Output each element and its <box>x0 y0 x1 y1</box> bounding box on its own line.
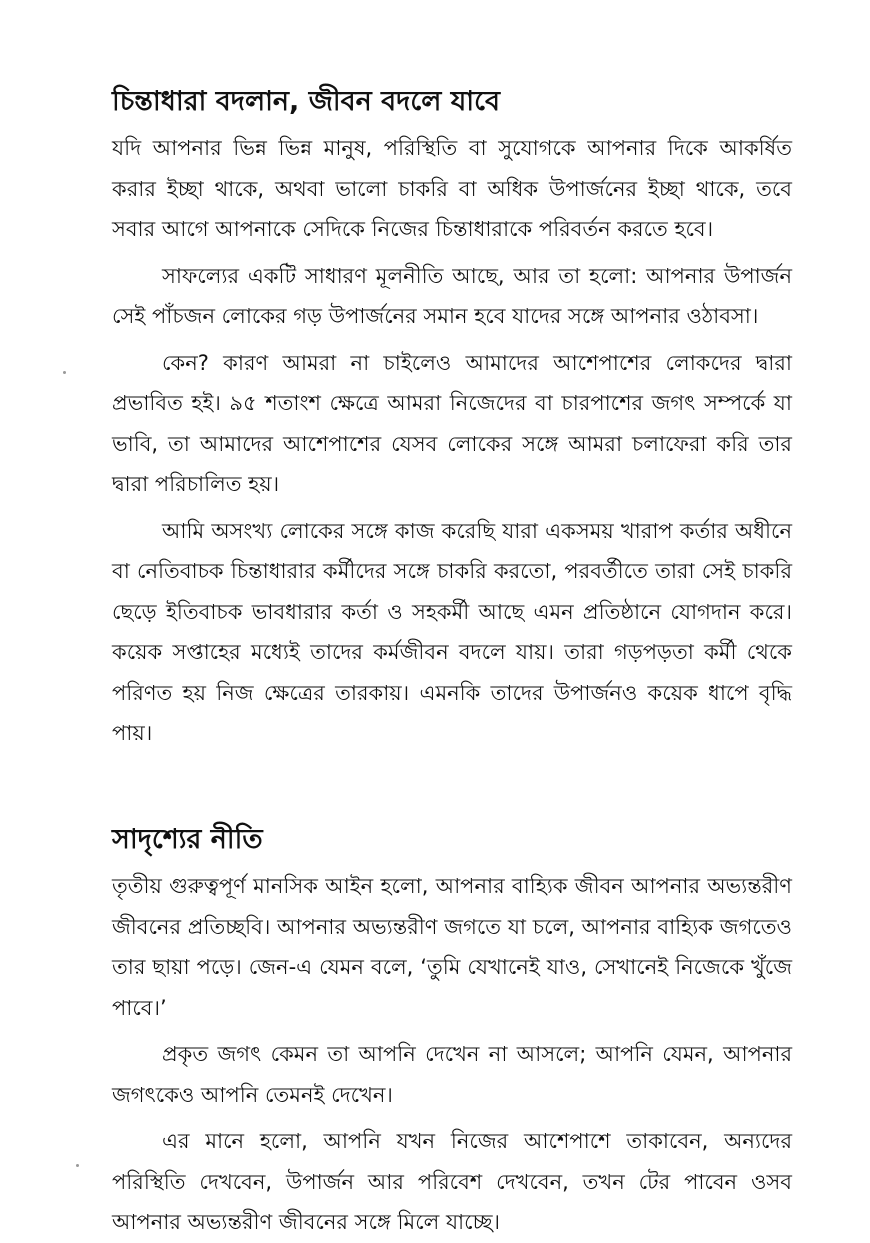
paragraph: প্রকৃত জগৎ কেমন তা আপনি দেখেন না আসলে; আপনি যেমন, আপনার জগৎকেও আপনি তেমনই দেখেন। <box>112 1042 792 1107</box>
section-change-thinking <box>112 80 792 754</box>
section-heading: সাদৃশ্যের নীতি <box>112 824 263 855</box>
paragraph: আমি অসংখ্য লোকের সঙ্গে কাজ করেছি যারা একসময় খারাপ কর্তার অধীনে বা নেতিবাচক চিন্তাধারার কর্মীদের সঙ্গে চাকরি করতো, পরবর্তীতে তারা সেই চাকরি ছেড়ে ইতিবাচক ভাবধারার কর্তা ও সহকর্মী আছে এমন প্রতিষ্ঠানে যোগদান করে। কয়েক সপ্তাহের মধ্যেই তাদের কর্মজীবন বদলে যায়। তারা গড়পড়তা কর্মী থেকে পরিণত হয় নিজ ক্ষেত্রের তারকায়। এমনকি তাদের উপার্জনও কয়েক ধাপে বৃদ্ধি পায়। <box>112 518 792 745</box>
paragraph: এর মানে হলো, আপনি যখন নিজের আশেপাশে তাকাবেন, অন্যদের পরিস্থিতি দেখবেন, উপার্জন আর পরিবেশ দেখবেন, তখন টের পাবেন ওসব আপনার অভ্যন্তরীণ জীবনের সঙ্গে মিলে যাচ্ছে। <box>112 1129 792 1234</box>
paragraph: যদি আপনার ভিন্ন ভিন্ন মানুষ, পরিস্থিতি বা সুযোগকে আপনার দিকে আকর্ষিত করার ইচ্ছা থাকে, অথবা ভালো চাকরি বা অধিক উপার্জনের ইচ্ছা থাকে, তবে সবার আগে আপনাকে সেদিকে নিজের চিন্তাধারাকে পরিবর্তন করতে হবে। <box>112 136 792 241</box>
section-heading: চিন্তাধারা বদলান, জীবন বদলে যাবে <box>112 86 500 117</box>
section-law-of-correspondence <box>112 818 792 1243</box>
scan-speck <box>76 1164 79 1167</box>
paragraph: সাফল্যের একটি সাধারণ মূলনীতি আছে, আর তা হলো: আপনার উপার্জন সেই পাঁচজন লোকের গড় উপার্জনের সমান হবে যাদের সঙ্গে আপনার ওঠাবসা। <box>112 263 792 328</box>
paragraph: কেন? কারণ আমরা না চাইলেও আমাদের আশেপাশের লোকদের দ্বারা প্রভাবিত হই। ৯৫ শতাংশ ক্ষেত্রে আমরা নিজেদের বা চারপাশের জগৎ সম্পর্কে যা ভাবি, তা আমাদের আশেপাশের যেসব লোকের সঙ্গে আমরা চলাফেরা করি তার দ্বারা পরিচালিত হয়। <box>112 350 792 496</box>
paragraph: তৃতীয় গুরুত্বপূর্ণ মানসিক আইন হলো, আপনার বাহ্যিক জীবন আপনার অভ্যন্তরীণ জীবনের প্রতিচ্ছবি। আপনার অভ্যন্তরীণ জগতে যা চলে, আপনার বাহ্যিক জগতেও তার ছায়া পড়ে। জেন-এ যেমন বলে, ‘তুমি যেখানেই যাও, সেখানেই নিজেকে খুঁজে পাবে।’ <box>112 874 792 1020</box>
scan-speck <box>63 371 66 374</box>
